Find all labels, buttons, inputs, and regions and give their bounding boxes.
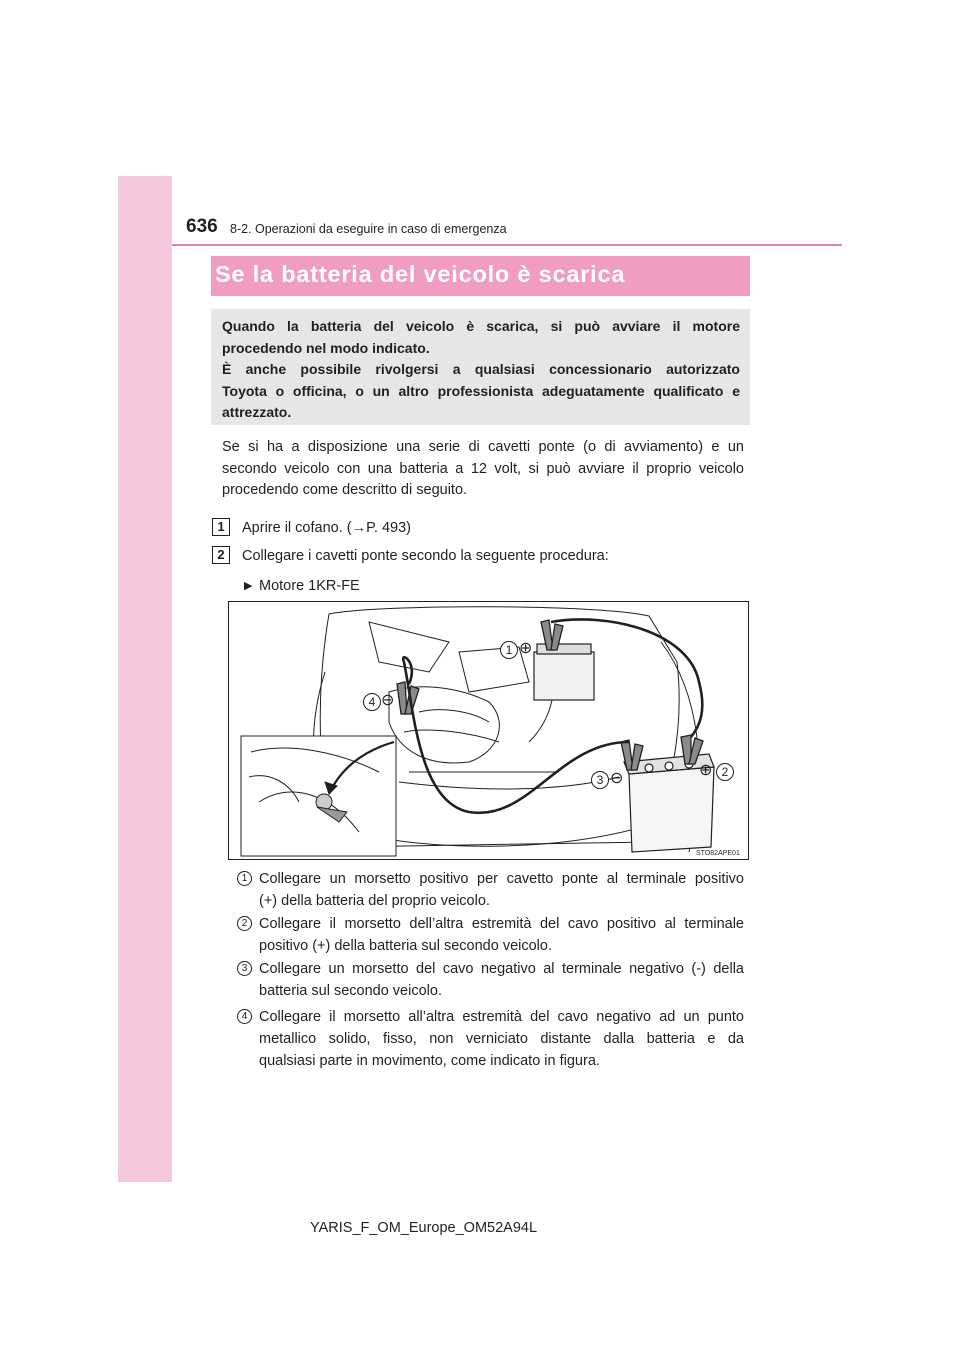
body-paragraph xyxy=(222,437,744,502)
paragraph-line: procedendo come descritto di seguito. xyxy=(222,482,468,499)
intro-line: attrezzato. xyxy=(222,404,292,421)
intro-line: È anche possibile rivolgersi a qualsiasi concessionario autorizzato xyxy=(222,361,740,378)
list-line: batteria sul secondo veicolo. xyxy=(259,983,442,999)
list-line: positivo (+) della batteria sul secondo veicolo. xyxy=(259,938,552,954)
engine-variant xyxy=(244,578,360,594)
callout-4: 4 xyxy=(363,693,381,711)
step-text: Aprire il cofano. (→P. 493) xyxy=(242,520,411,536)
list-line: (+) della batteria del proprio veicolo. xyxy=(259,893,490,909)
callout-1: 1 xyxy=(500,641,518,659)
intro-line: Toyota o officina, o un altro professionista adeguatamente qualificato e xyxy=(222,382,740,399)
list-item xyxy=(259,958,744,1002)
minus-symbol-icon: ⊖ xyxy=(610,770,624,787)
page-title: Se la batteria del veicolo è scarica xyxy=(215,261,626,287)
figure-code: STO82APE01 xyxy=(696,850,740,857)
list-line: Collegare un morsetto positivo per cavetto ponte al terminale positivo xyxy=(259,871,744,887)
list-line: Collegare il morsetto dell’altra estremità del cavo positivo al terminale xyxy=(259,916,744,932)
intro-line: Quando la batteria del veicolo è scarica, si può avviare il motore xyxy=(222,318,740,334)
page-number: 636 xyxy=(186,216,218,237)
list-item xyxy=(259,913,744,957)
section-heading: 8-2. Operazioni da eseguire in caso di emergenza xyxy=(230,222,507,236)
callout-3: 3 xyxy=(591,771,609,789)
paragraph-line: secondo veicolo con una batteria a 12 volt, si può avviare il proprio veicolo xyxy=(222,460,744,477)
list-number-badge: 1 xyxy=(237,871,252,886)
list-number-badge: 4 xyxy=(237,1009,252,1024)
triangle-arrow-icon: ▶ xyxy=(244,580,253,592)
list-number-badge: 2 xyxy=(237,916,252,931)
list-line: Collegare un morsetto del cavo negativo al terminale negativo (-) della xyxy=(259,961,744,977)
intro-line: procedendo nel modo indicato. xyxy=(222,339,430,356)
header-rule xyxy=(172,244,842,246)
step-number-badge: 2 xyxy=(212,546,230,564)
engine-label: Motore 1KR-FE xyxy=(259,578,360,594)
jump-start-figure xyxy=(228,601,749,860)
plus-symbol-icon: ⊕ xyxy=(699,762,713,779)
list-line: metallico solido, fisso, non verniciato distante dalla batteria e da xyxy=(259,1031,744,1047)
step-text: Collegare i cavetti ponte secondo la seguente procedura: xyxy=(242,548,609,564)
callout-2: 2 xyxy=(716,763,734,781)
engine-bay-illustration xyxy=(229,602,748,859)
list-line: Collegare il morsetto all’altra estremità del cavo negativo ad un punto xyxy=(259,1009,744,1025)
step-number-badge: 1 xyxy=(212,518,230,536)
intro-text xyxy=(222,316,740,424)
footer-doc-id: YARIS_F_OM_Europe_OM52A94L xyxy=(310,1220,538,1236)
side-tab-bar xyxy=(118,176,172,1182)
plus-symbol-icon: ⊕ xyxy=(519,640,533,657)
minus-symbol-icon: ⊖ xyxy=(381,692,395,709)
list-item xyxy=(259,868,744,912)
list-number-badge: 3 xyxy=(237,961,252,976)
paragraph-line: Se si ha a disposizione una serie di cavetti ponte (o di avviamento) e un xyxy=(222,439,744,455)
list-line: qualsiasi parte in movimento, come indicato in figura. xyxy=(259,1053,600,1069)
list-item xyxy=(259,1006,744,1072)
